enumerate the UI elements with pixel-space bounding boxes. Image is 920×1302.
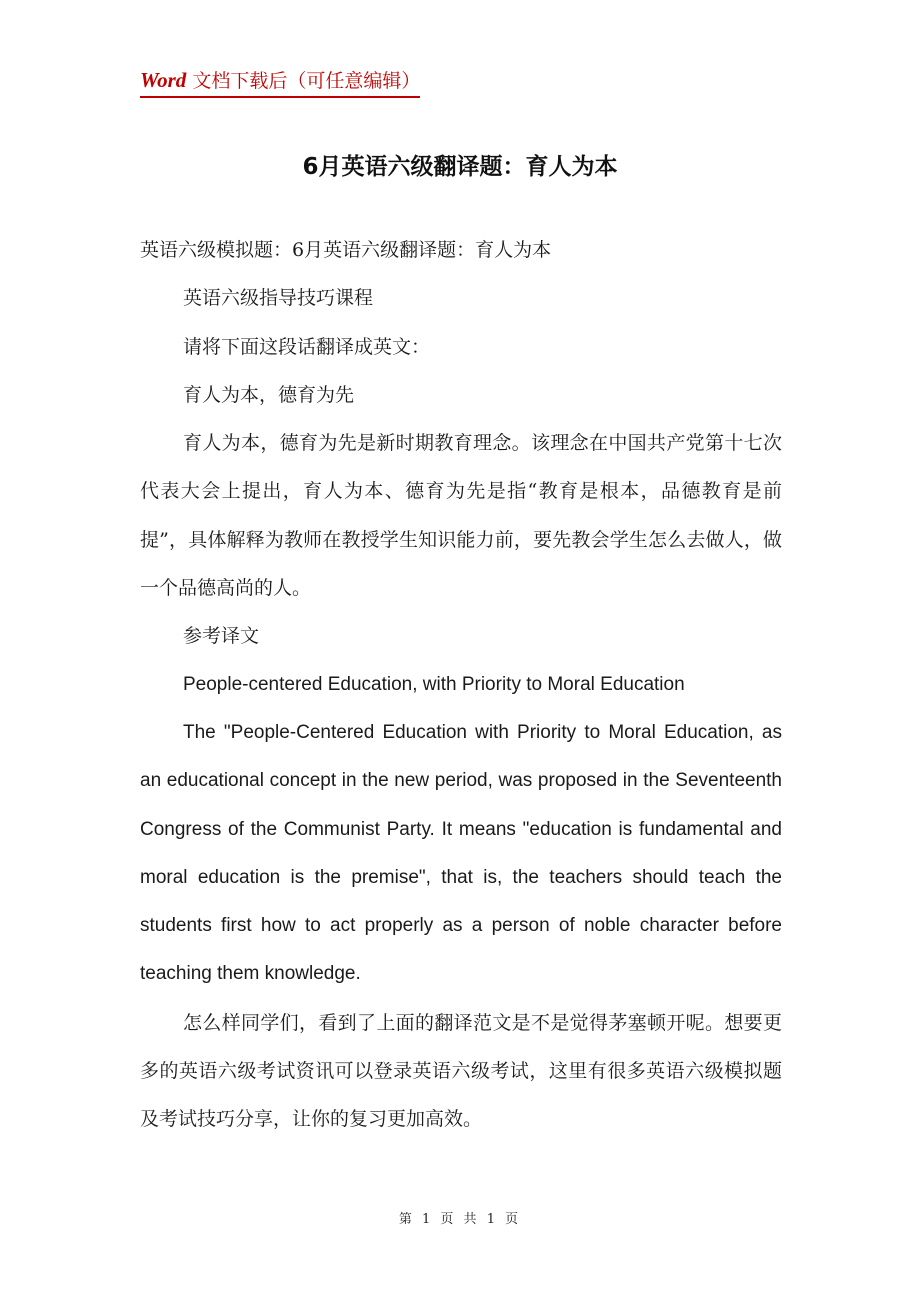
translation-body-paragraph: The "People-Centered Education with Priority to Moral Education, as an educational concept in the new period, was proposed in the Seventeenth Congress of the Communist Party. It means "education is fundamental and moral education is the premise", that is, the teachers should teach the students first how to act properly as a person of noble character before teaching them knowledge. (140, 721, 782, 985)
translation-title-paragraph: People-centered Education, with Priority to Moral Education (183, 673, 685, 695)
reference-label-paragraph: 参考译文 (183, 625, 260, 648)
instruction-paragraph: 请将下面这段话翻译成英文： (183, 335, 431, 358)
page-footer: 第 1 页 共 1 页 (398, 1212, 522, 1227)
download-header-link[interactable] (140, 66, 420, 98)
closing-paragraph: 怎么样同学们，看到了上面的翻译范文是不是觉得茅塞顿开呢。想要更多的英语六级考试资讯可以登录英语六级考试，这里有很多英语六级模拟题及考试技巧分享，让你的复习更加高效。 (140, 1011, 782, 1131)
header-rest-label: 文档下载后（可任意编辑） (186, 70, 421, 92)
intro-paragraph: 英语六级模拟题：6月英语六级翻译题：育人为本 (140, 239, 552, 261)
header-word-label: Word (140, 68, 187, 92)
document-body (140, 226, 782, 1144)
source-text-paragraph: 育人为本，德育为先是新时期教育理念。该理念在中国共产党第十七次代表大会上提出，育人为本、德育为先是指“教育是根本，品德教育是前提”，具体解释为教师在教授学生知识能力前，要先教会学生怎么去做人，做一个品德高尚的人。 (140, 432, 782, 600)
course-paragraph: 英语六级指导技巧课程 (183, 287, 374, 310)
topic-paragraph: 育人为本，德育为先 (183, 383, 355, 406)
document-title: 6月英语六级翻译题：育人为本 (302, 154, 618, 180)
